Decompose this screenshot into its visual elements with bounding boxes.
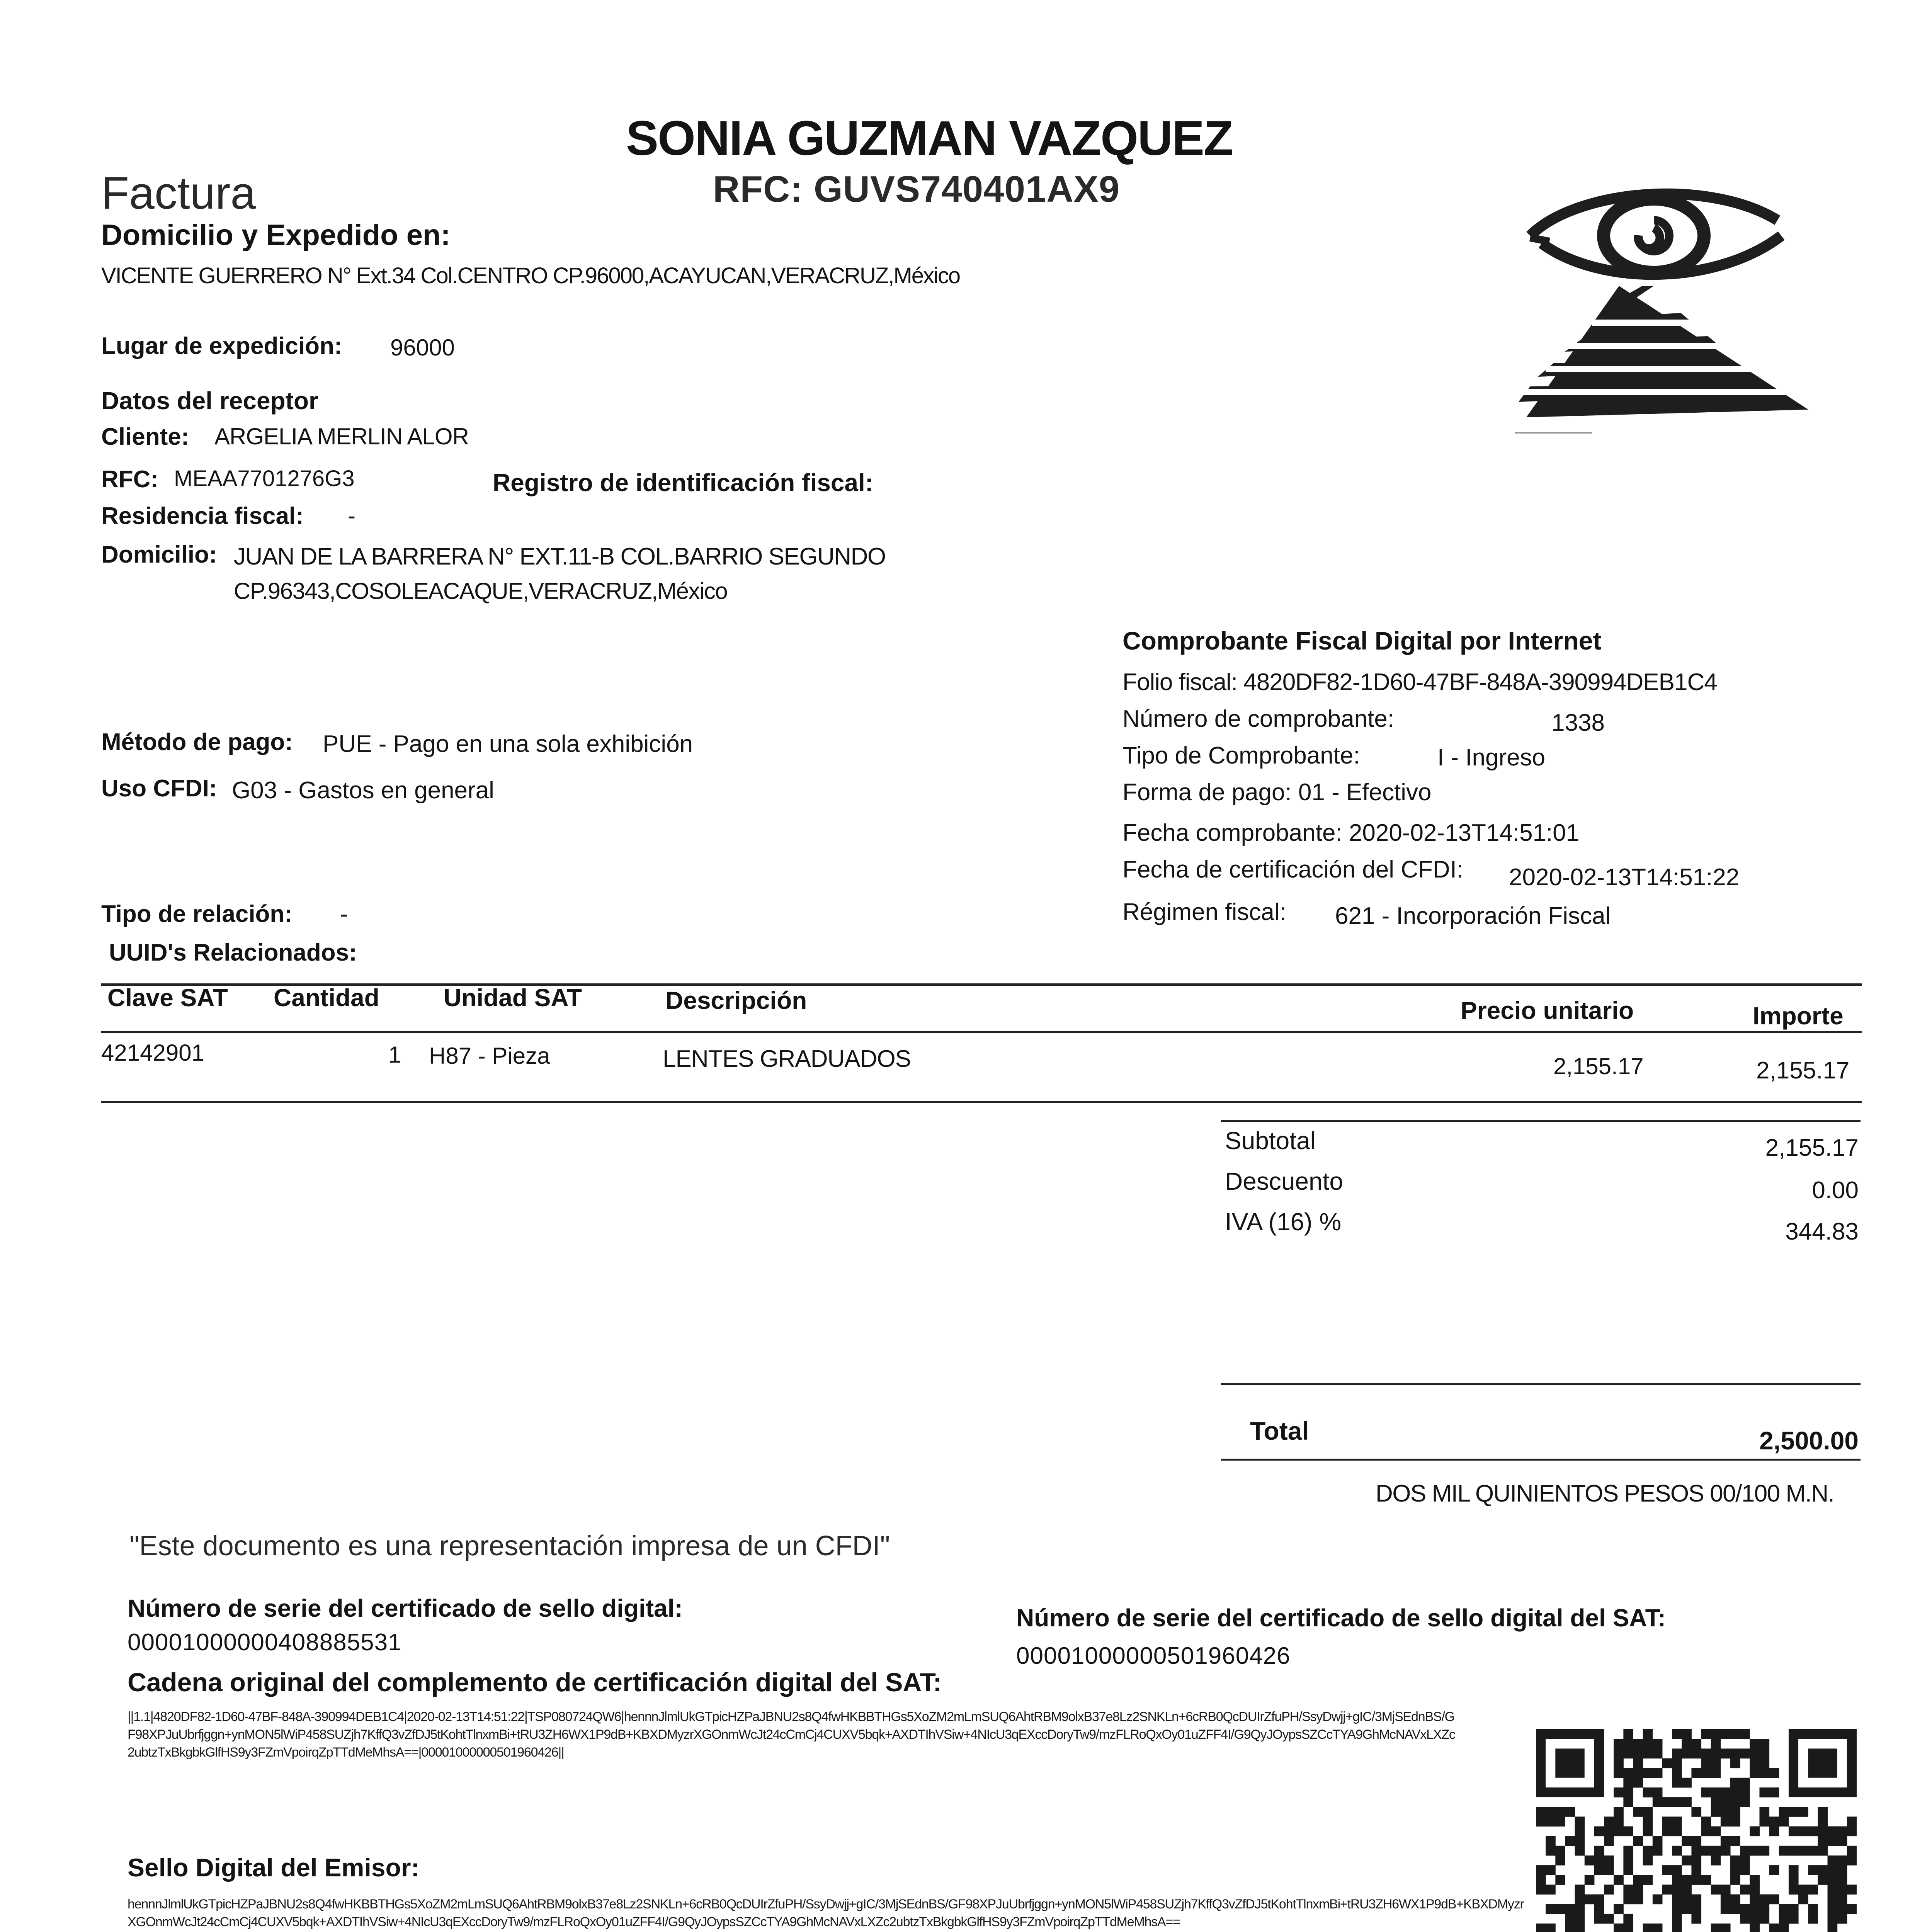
subtotal-value: 2,155.17 bbox=[1765, 1134, 1859, 1161]
regimen-value: 621 - Incorporación Fiscal bbox=[1335, 903, 1611, 929]
header-unidad-sat: Unidad SAT bbox=[444, 984, 582, 1012]
metodo-pago-value: PUE - Pago en una sola exhibición bbox=[323, 731, 693, 757]
totals-top-rule bbox=[1221, 1120, 1861, 1122]
numero-comprobante-label: Número de comprobante: bbox=[1122, 706, 1395, 732]
table-bottom-rule bbox=[101, 1101, 1862, 1103]
residencia-value: - bbox=[348, 503, 355, 529]
lugar-label: Lugar de expedición: bbox=[101, 333, 342, 359]
tipo-comprobante-label: Tipo de Comprobante: bbox=[1122, 742, 1360, 769]
cell-descripcion: LENTES GRADUADOS bbox=[663, 1046, 911, 1072]
representacion-impresa: "Este documento es una representación impresa de un CFDI" bbox=[129, 1531, 890, 1561]
tipo-relacion-label: Tipo de relación: bbox=[101, 901, 293, 927]
document-type: Factura bbox=[101, 168, 256, 219]
total-label: Total bbox=[1250, 1417, 1309, 1445]
folio-fiscal: Folio fiscal: 4820DF82-1D60-47BF-848A-390994DEB1C4 bbox=[1122, 669, 1717, 696]
residencia-label: Residencia fiscal: bbox=[101, 503, 304, 529]
regimen-label: Régimen fiscal: bbox=[1122, 899, 1286, 925]
receptor-domicilio-line1: JUAN DE LA BARRERA N° EXT.11-B COL.BARRIO SEGUNDO bbox=[234, 543, 886, 570]
header-descripcion: Descripción bbox=[665, 986, 807, 1014]
total-value: 2,500.00 bbox=[1759, 1426, 1859, 1455]
descuento-label: Descuento bbox=[1225, 1167, 1343, 1195]
cliente-label: Cliente: bbox=[101, 423, 189, 450]
numero-comprobante-value: 1338 bbox=[1551, 709, 1605, 736]
issuer-name: SONIA GUZMAN VAZQUEZ bbox=[626, 111, 1233, 165]
total-en-letra: DOS MIL QUINIENTOS PESOS 00/100 M.N. bbox=[1376, 1480, 1834, 1507]
cadena-original-value: ||1.1|4820DF82-1D60-47BF-848A-390994DEB1C4|2020-02-13T14:51:22|TSP080724QW6|hennnJlmlUkGTpicHZPaJBNU2s8Q4fwHKBBTHGs5XoZM2mLmSUQ6AhtRBM9olxB37e8Lz2SNKLn+6cRB0QcDUIrZfuPH/SsyDwjj+gIC/3MjSEdnBS/GF98XPJuUbrfjggn+ynMON5lWiP458SUZjh7KffQ3vZfDJ5tKohtTlnxmBi+tRU3ZH6WX1P9dB+KBXDMyzrXGOnmWcJt24cCmCj4CUXV5bqk+AXDTIhVSiw+4NIcU3qEXccDoryTw9/mzFLRoQxOy01uZFF4I/G9QyJOypsSZCcTYA9GhMcNAVxLXZc2ubtzTxBkgbkGlfHS9y3FZmVpoirqZpTTdMeMhsA==|00001000000501960426|| bbox=[128, 1709, 1455, 1760]
fecha-comprobante: Fecha comprobante: 2020-02-13T14:51:01 bbox=[1122, 820, 1580, 846]
domicilio-expedido: VICENTE GUERRERO N° Ext.34 Col.CENTRO CP.96000,ACAYUCAN,VERACRUZ,México bbox=[101, 263, 960, 288]
cell-importe: 2,155.17 bbox=[1756, 1057, 1850, 1084]
serie-certificado-sat-label: Número de serie del certificado de sello digital del SAT: bbox=[1016, 1604, 1666, 1632]
subtotal-label: Subtotal bbox=[1225, 1127, 1316, 1155]
domicilio-heading: Domicilio y Expedido en: bbox=[101, 219, 451, 252]
registro-fiscal-label: Registro de identificación fiscal: bbox=[493, 469, 874, 497]
header-precio-unitario: Precio unitario bbox=[1461, 997, 1634, 1024]
receptor-rfc-label: RFC: bbox=[101, 466, 159, 493]
uuids-relacionados-label: UUID's Relacionados: bbox=[109, 939, 357, 966]
table-header-rule bbox=[101, 1031, 1862, 1033]
fecha-certificacion-value: 2020-02-13T14:51:22 bbox=[1509, 864, 1740, 891]
sello-emisor-value: hennnJlmlUkGTpicHZPaJBNU2s8Q4fwHKBBTHGs5XoZM2mLmSUQ6AhtRBM9olxB37e8Lz2SNKLn+6cRB0QcDUIrZfuPH/SsyDwjj+gIC/3MjSEdnBS/GF98XPJuUbrfjggn+ynMON5lWiP458SUZjh7KffQ3vZfDJ5tKohtTlnxmBi+tRU3ZH6WX1P9dB+KBXDMyzrXGOnmWcJt24cCmCj4CUXV5bqk+AXDTIhVSiw+4NIcU3qEXccDoryTw9/mzFLRoQxOy01uZFF4I/G9QyJOypsSZCcTYA9GhMcNAVxLXZc2ubtzTxBkgbkGlfHS9y3FZmVpoirqZpTTdMeMhsA== bbox=[128, 1897, 1524, 1929]
eye-pyramid-logo bbox=[1515, 170, 1820, 440]
iva-label: IVA (16) % bbox=[1225, 1208, 1342, 1236]
header-clave-sat: Clave SAT bbox=[107, 984, 228, 1012]
serie-certificado-sat-value: 00001000000501960426 bbox=[1016, 1643, 1291, 1669]
uso-cfdi-value: G03 - Gastos en general bbox=[232, 777, 494, 804]
cfdi-heading: Comprobante Fiscal Digital por Internet bbox=[1122, 626, 1602, 655]
total-rule bbox=[1221, 1383, 1861, 1385]
iva-value: 344.83 bbox=[1785, 1218, 1859, 1245]
fecha-certificacion-label: Fecha de certificación del CFDI: bbox=[1122, 856, 1464, 883]
receptor-rfc-value: MEAA7701276G3 bbox=[174, 466, 355, 491]
qr-code bbox=[1536, 1729, 1857, 1932]
receptor-heading: Datos del receptor bbox=[101, 387, 318, 415]
tipo-comprobante-value: I - Ingreso bbox=[1437, 744, 1546, 771]
cadena-original-label: Cadena original del complemento de certificación digital del SAT: bbox=[128, 1668, 942, 1697]
lugar-value: 96000 bbox=[390, 335, 455, 361]
sello-emisor-label: Sello Digital del Emisor: bbox=[128, 1853, 420, 1882]
tipo-relacion-value: - bbox=[340, 901, 348, 927]
header-importe: Importe bbox=[1753, 1002, 1844, 1030]
cliente-value: ARGELIA MERLIN ALOR bbox=[214, 423, 469, 449]
receptor-domicilio-label: Domicilio: bbox=[101, 541, 217, 568]
uso-cfdi-label: Uso CFDI: bbox=[101, 775, 217, 802]
serie-certificado-label: Número de serie del certificado de sello digital: bbox=[128, 1594, 683, 1622]
metodo-pago-label: Método de pago: bbox=[101, 729, 293, 755]
receptor-domicilio-line2: CP.96343,COSOLEACAQUE,VERACRUZ,México bbox=[234, 578, 728, 604]
descuento-value: 0.00 bbox=[1812, 1177, 1859, 1204]
forma-pago: Forma de pago: 01 - Efectivo bbox=[1122, 779, 1432, 806]
cell-precio-unitario: 2,155.17 bbox=[1553, 1053, 1644, 1079]
serie-certificado-value: 00001000000408885531 bbox=[128, 1629, 402, 1656]
total-bottom-rule bbox=[1221, 1459, 1861, 1461]
cell-clave-sat: 42142901 bbox=[101, 1040, 204, 1066]
cell-unidad-sat: H87 - Pieza bbox=[429, 1043, 550, 1069]
issuer-rfc: RFC: GUVS740401AX9 bbox=[713, 168, 1120, 210]
cell-cantidad: 1 bbox=[388, 1042, 401, 1068]
header-cantidad: Cantidad bbox=[274, 984, 379, 1012]
